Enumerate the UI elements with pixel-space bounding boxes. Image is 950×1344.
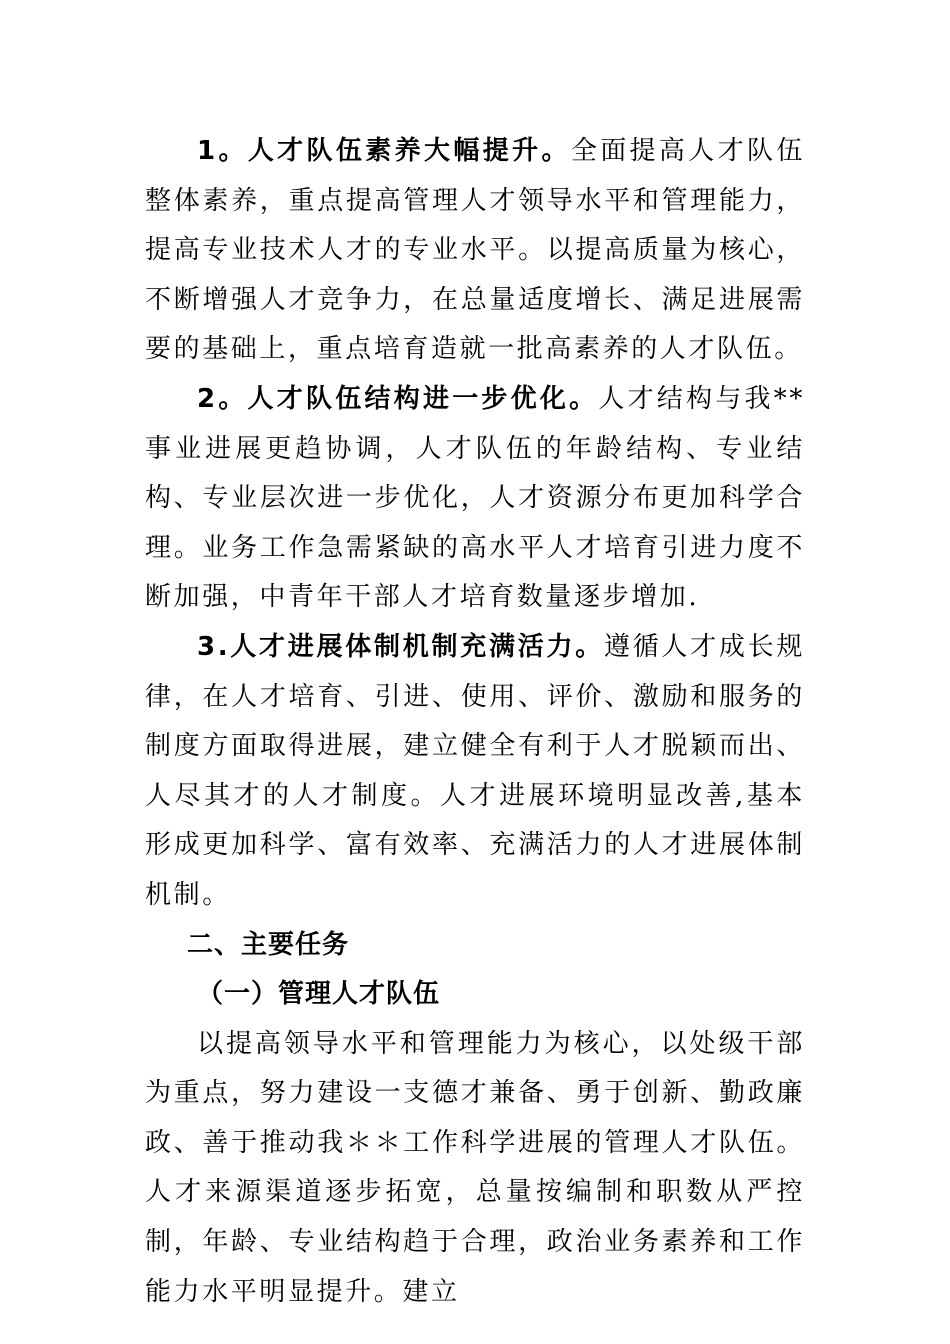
goal-2-heading: 2。人才队伍结构进一步优化。: [197, 383, 599, 414]
paragraph-goal-2: [145, 375, 805, 623]
subsection-heading: （一）管理人才队伍: [197, 979, 441, 1010]
document-page: [145, 127, 805, 1317]
goal-2-body: 人才结构与我**事业进展更趋协调，人才队伍的年龄结构、专业结构、专业层次进一步优化，人才资源分布更加科学合理。业务工作急需紧缺的高水平人才培育引进力度不断加强，中青年干部人才培育数量逐步增加.: [145, 383, 805, 613]
paragraph-management-talent: 以提高领导水平和管理能力为核心，以处级干部为重点，努力建设一支德才兼备、勇于创新、勤政廉政、善于推动我＊＊工作科学进展的管理人才队伍。人才来源渠道逐步拓宽，总量按编制和职数从严控制，年龄、专业结构趋于合理，政治业务素养和工作能力水平明显提升。建立: [145, 1028, 805, 1307]
paragraph-goal-1: [145, 127, 805, 375]
goal-3-body: 遵循人才成长规律，在人才培育、引进、使用、评价、激励和服务的制度方面取得进展，建立健全有利于人才脱颖而出、人尽其才的人才制度。人才进展环境明显改善,基本形成更加科学、富有效率、充满活力的人才进展体制机制。: [145, 631, 806, 910]
goal-1-body: 全面提高人才队伍整体素养，重点提高管理人才领导水平和管理能力，提高专业技术人才的专业水平。以提高质量为核心，不断增强人才竞争力，在总量适度增长、满足进展需要的基础上，重点培育造就一批高素养的人才队伍。: [145, 136, 805, 365]
goal-1-heading: 1。人才队伍素养大幅提升。: [197, 136, 571, 166]
paragraph-goal-3: [145, 623, 805, 921]
goal-3-heading: 3.人才进展体制机制充满活力。: [197, 631, 604, 662]
section-heading: 二、主要任务: [187, 929, 350, 960]
